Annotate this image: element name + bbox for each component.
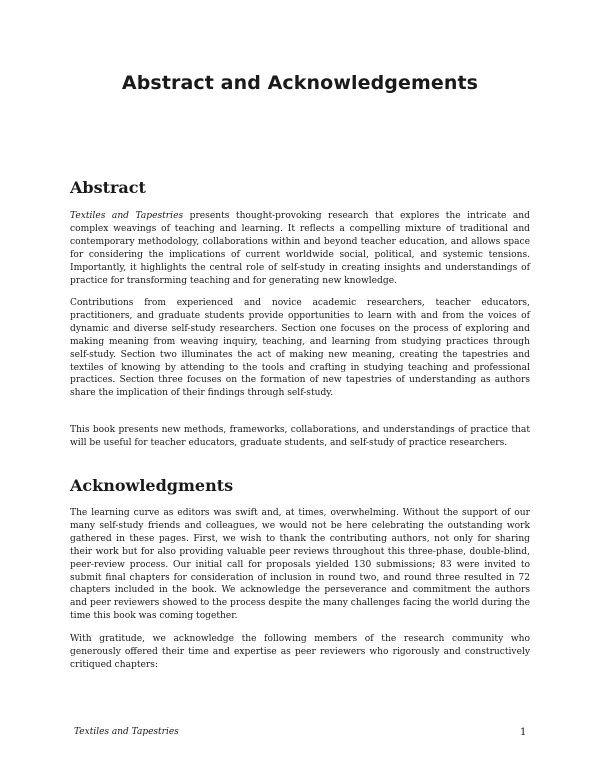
abstract-paragraph-1-text: presents thought-provoking research that explores the intricate and complex weavings of teaching and learning. It reflects a compelling mixture of traditional and contemporary methodology, collaborations within and beyond teacher education, and allows space for considering the implications of current worldwide social, political, and systemic tensions. Importantly, it highlights the central role of self-study in creating insights and understandings of practice for transforming teaching and for generating new knowledge. (70, 211, 530, 286)
abstract-paragraph-2: Contributions from experienced and novice academic researchers, teacher educators, practitioners, and graduate students provide opportunities to learn with and from the voices of dynamic and diverse self-study researchers. Section one focuses on the process of exploring and making meaning from weaving inquiry, teaching, and learning from studying practices through self-study. Section two illuminates the act of making new meaning, creating the tapestries and textiles of knowing by attending to the tools and crafting in studying teaching and professional practices. Section three focuses on the formation of new tapestries of understanding as authors share the implication of their findings through self-study. (70, 298, 530, 399)
page-number: 1 (520, 727, 527, 738)
book-title-italic: Textiles and Tapestries (70, 211, 184, 221)
acknowledgments-paragraph-1: The learning curve as editors was swift and, at times, overwhelming. Without the support of our many self-study friends and colleagues, we would not be here celebrating the outstanding work gathered in these pages. First, we wish to thank the contributing authors, not only for sharing their work but for also providing valuable peer reviews throughout this three-phase, double-blind, peer-review process. Our initial call for proposals yielded 130 submissions; 83 were invited to submit final chapters for consideration of inclusion in round two, and round three resulted in 72 chapters included in the book. We acknowledge the perseverance and commitment the authors and peer reviewers showed to the process despite the many challenges facing the world during the time this book was coming together. (70, 508, 530, 622)
abstract-heading: Abstract (70, 178, 146, 197)
footer-book-title: Textiles and Tapestries (74, 727, 179, 737)
abstract-paragraph-1 (70, 210, 530, 287)
acknowledgments-paragraph-2: With gratitude, we acknowledge the following members of the research community who generously offered their time and expertise as peer reviewers who rigorously and constructively critiqued chapters: (70, 634, 530, 670)
page-title: Abstract and Acknowledgements (121, 72, 479, 94)
acknowledgments-heading: Acknowledgments (70, 476, 234, 495)
abstract-paragraph-3: This book presents new methods, frameworks, collaborations, and understandings of practice that will be useful for teacher educators, graduate students, and self-study of practice researchers. (70, 425, 530, 448)
